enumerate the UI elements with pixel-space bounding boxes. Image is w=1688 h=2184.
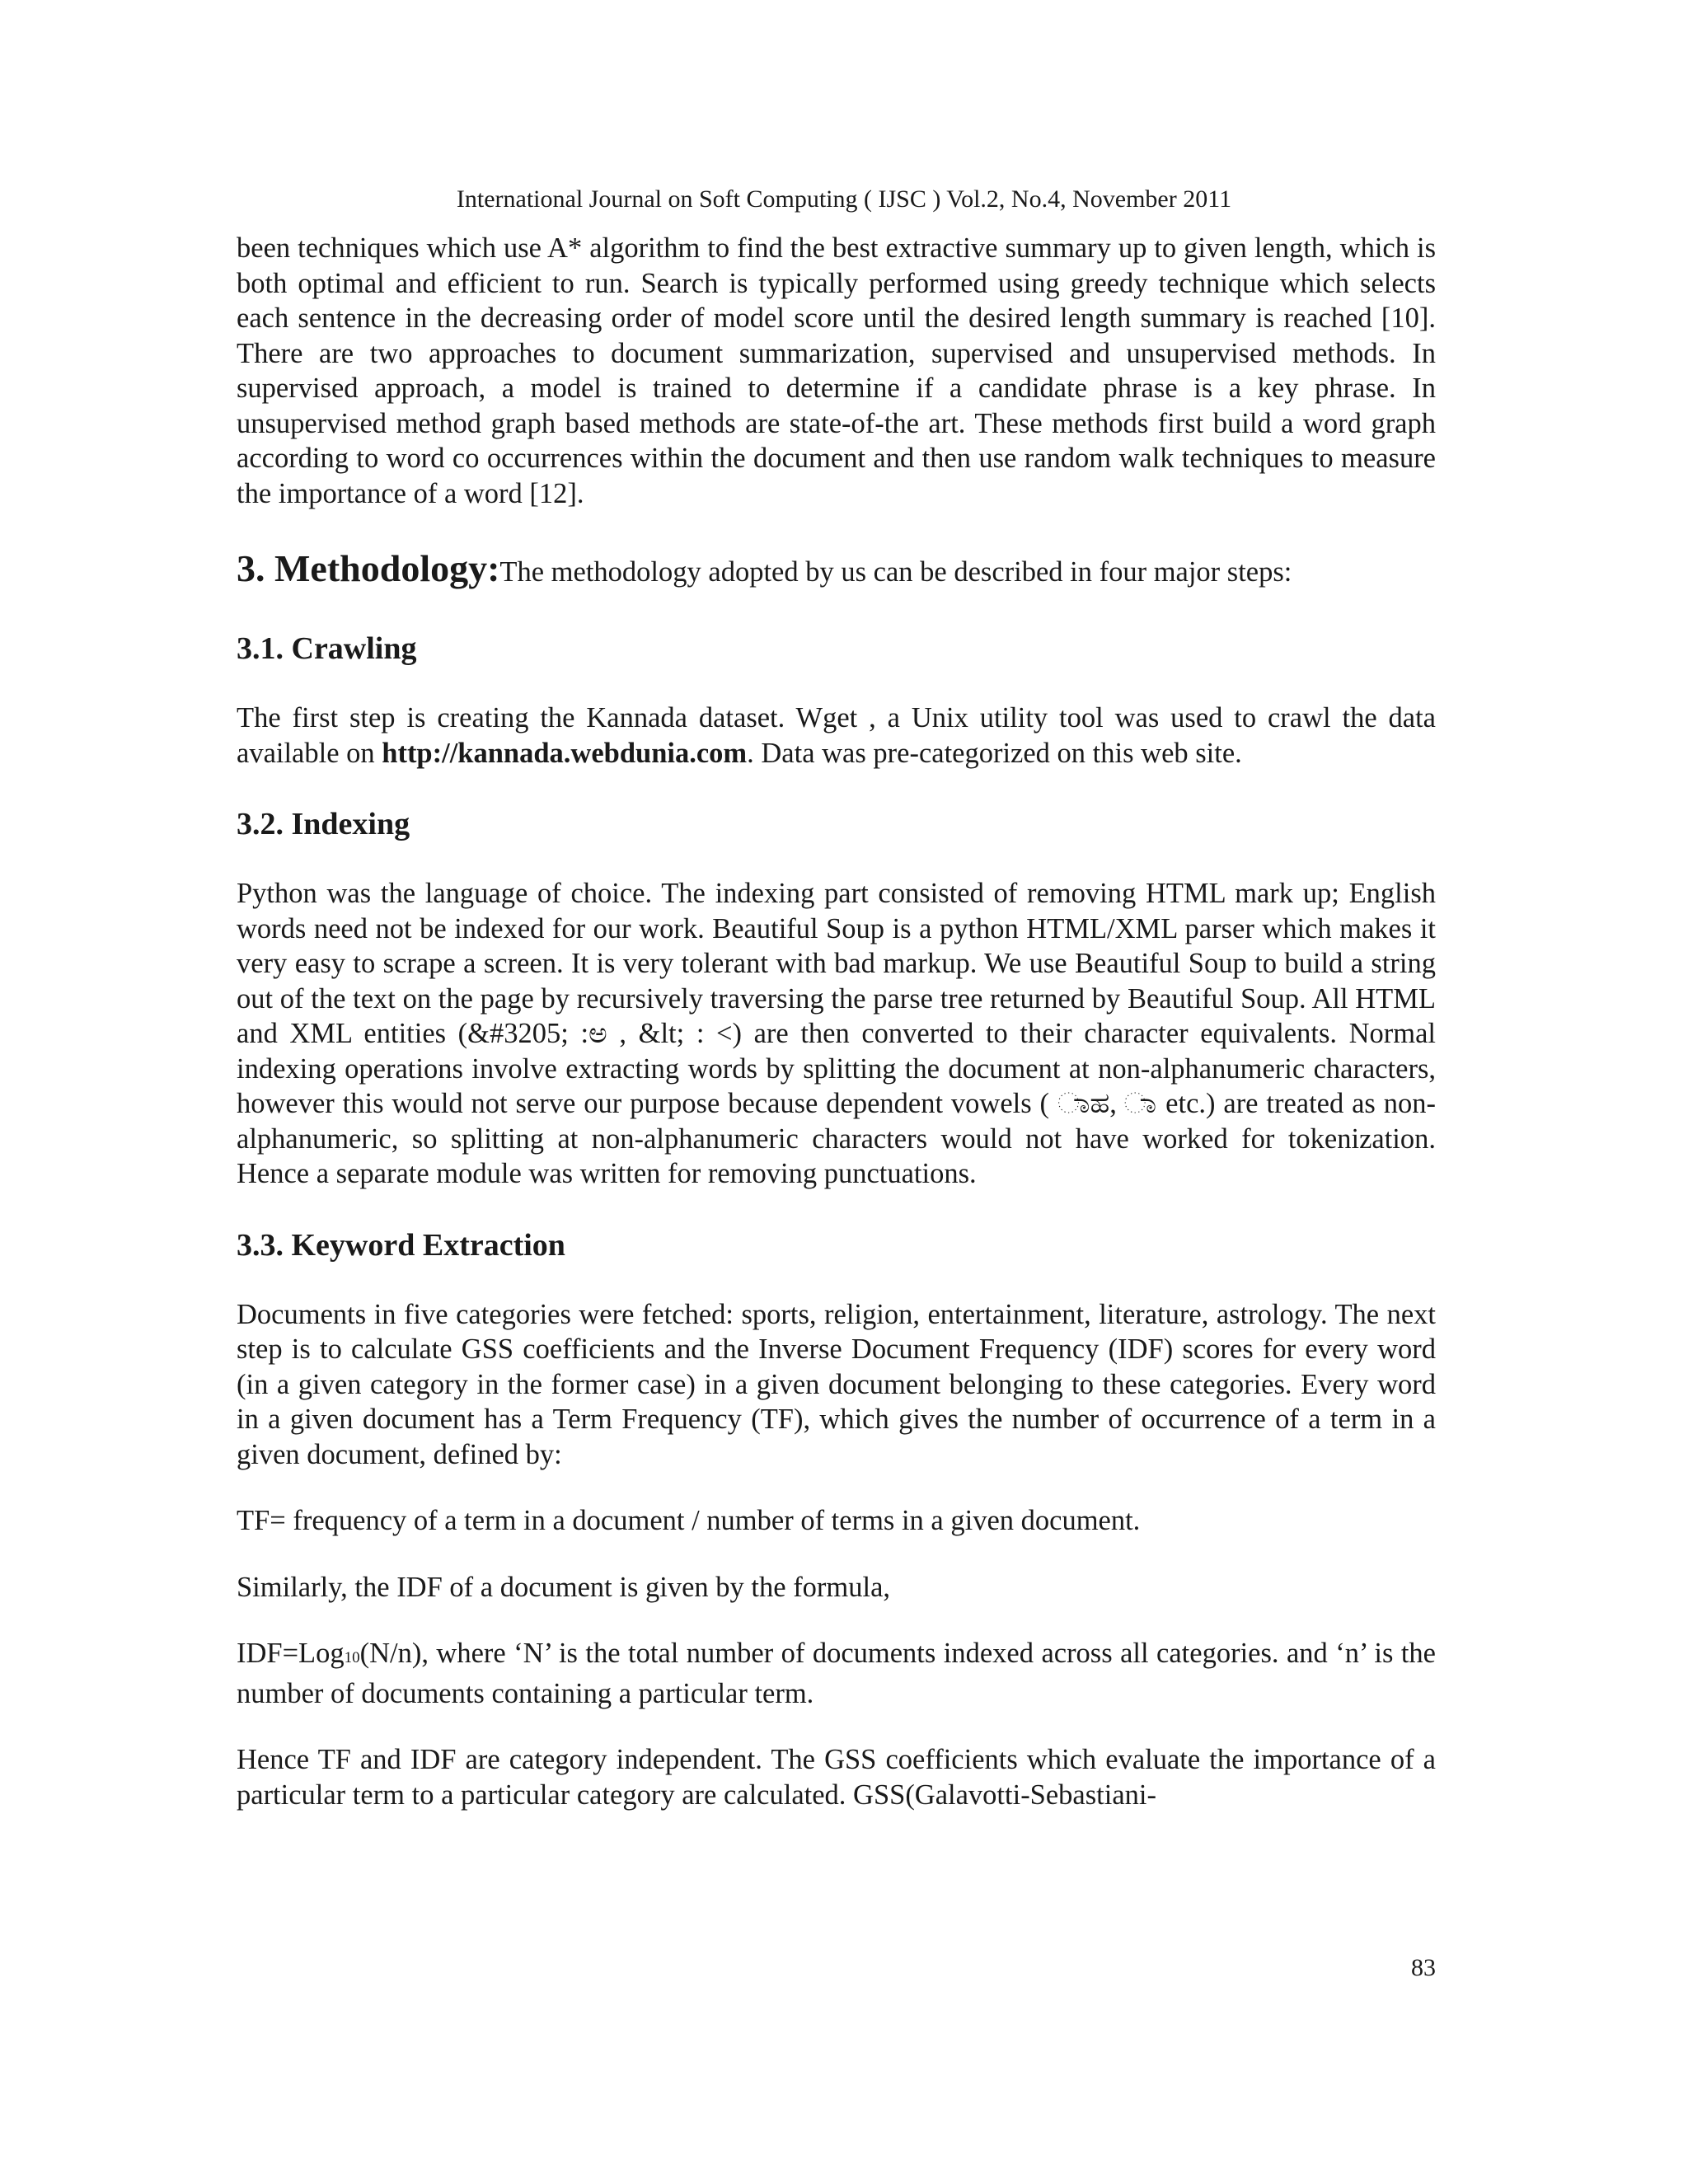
gss-paragraph: Hence TF and IDF are category independent. The GSS coefficients which evaluate the importance of a particular term to a particular category are calculated. GSS(Galavotti-Sebastiani- bbox=[237, 1744, 1436, 1811]
indexing-heading: 3.2. Indexing bbox=[237, 807, 410, 841]
crawling-text-after: . Data was pre-categorized on this web site. bbox=[747, 737, 1242, 769]
idf-subscript: 10 bbox=[344, 1649, 360, 1666]
crawling-paragraph bbox=[237, 701, 1436, 771]
methodology-heading: 3. Methodology: bbox=[237, 547, 500, 589]
source-url: http://kannada.webdunia.com bbox=[382, 737, 748, 769]
methodology-heading-line bbox=[237, 546, 1436, 595]
running-header: International Journal on Soft Computing ( IJSC ) Vol.2, No.4, November 2011 bbox=[456, 185, 1232, 213]
indexing-paragraph: Python was the language of choice. The indexing part consisted of removing HTML mark up; English words need not be indexed for our work. Beautiful Soup is a python HTML/XML parser which makes it very easy to scrape a screen. It is very tolerant with bad markup. We use Beautiful Soup to build a string out of the text on the page by recursively traversing the parse tree returned by Beautiful Soup. All HTML and XML entities (&#3205; :ಅ , &lt; : <) are then converted to their character equivalents. Normal indexing operations involve extracting words by splitting the document at non-alphanumeric characters, however this would not serve our purpose because dependent vowels ( ಾಹ, ಾ etc.) are treated as non-alphanumeric, so splitting at non-alphanumeric characters would not have worked for tokenization. Hence a separate module was written for removing punctuations. bbox=[237, 878, 1436, 1189]
idf-formula bbox=[237, 1636, 1436, 1711]
intro-paragraph: been techniques which use A* algorithm to find the best extractive summary up to given length, which is both optimal and efficient to run. Search is typically performed using greedy technique which selects each sentence in the decreasing order of model score until the desired length summary is reached [10]. There are two approaches to document summarization, supervised and unsupervised methods. In supervised approach, a model is trained to determine if a candidate phrase is a key phrase. In unsupervised method graph based methods are state-of-the art. These methods first build a word graph according to word co occurrences within the document and then use random walk techniques to measure the importance of a word [12]. bbox=[237, 232, 1436, 509]
idf-prefix: IDF=Log bbox=[237, 1638, 345, 1669]
crawling-heading: 3.1. Crawling bbox=[237, 631, 417, 666]
keyword-paragraph: Documents in five categories were fetched: sports, religion, entertainment, literature, astrology. The next step is to calculate GSS coefficients and the Inverse Document Frequency (IDF) scores for every word (in a given category in the former case) in a given document belonging to these categories. Every word in a given document has a Term Frequency (TF), which gives the number of occurrence of a term in a given document, defined by: bbox=[237, 1298, 1436, 1470]
body-content bbox=[237, 231, 1436, 1812]
crawling-text-before: The first step is creating the Kannada dataset. Wget , a Unix utility tool was used to crawl the data available on bbox=[237, 702, 1436, 769]
idf-intro: Similarly, the IDF of a document is given by the formula, bbox=[237, 1571, 891, 1603]
page-number: 83 bbox=[1411, 1954, 1436, 1981]
methodology-lead: The methodology adopted by us can be described in four major steps: bbox=[499, 556, 1292, 588]
idf-definition: (N/n), where ‘N’ is the total number of documents indexed across all categories. and ‘n’ is the number of documents containing a particular term. bbox=[237, 1638, 1436, 1709]
keyword-extraction-heading: 3.3. Keyword Extraction bbox=[237, 1227, 565, 1263]
tf-formula: TF= frequency of a term in a document / number of terms in a given document. bbox=[237, 1505, 1141, 1536]
